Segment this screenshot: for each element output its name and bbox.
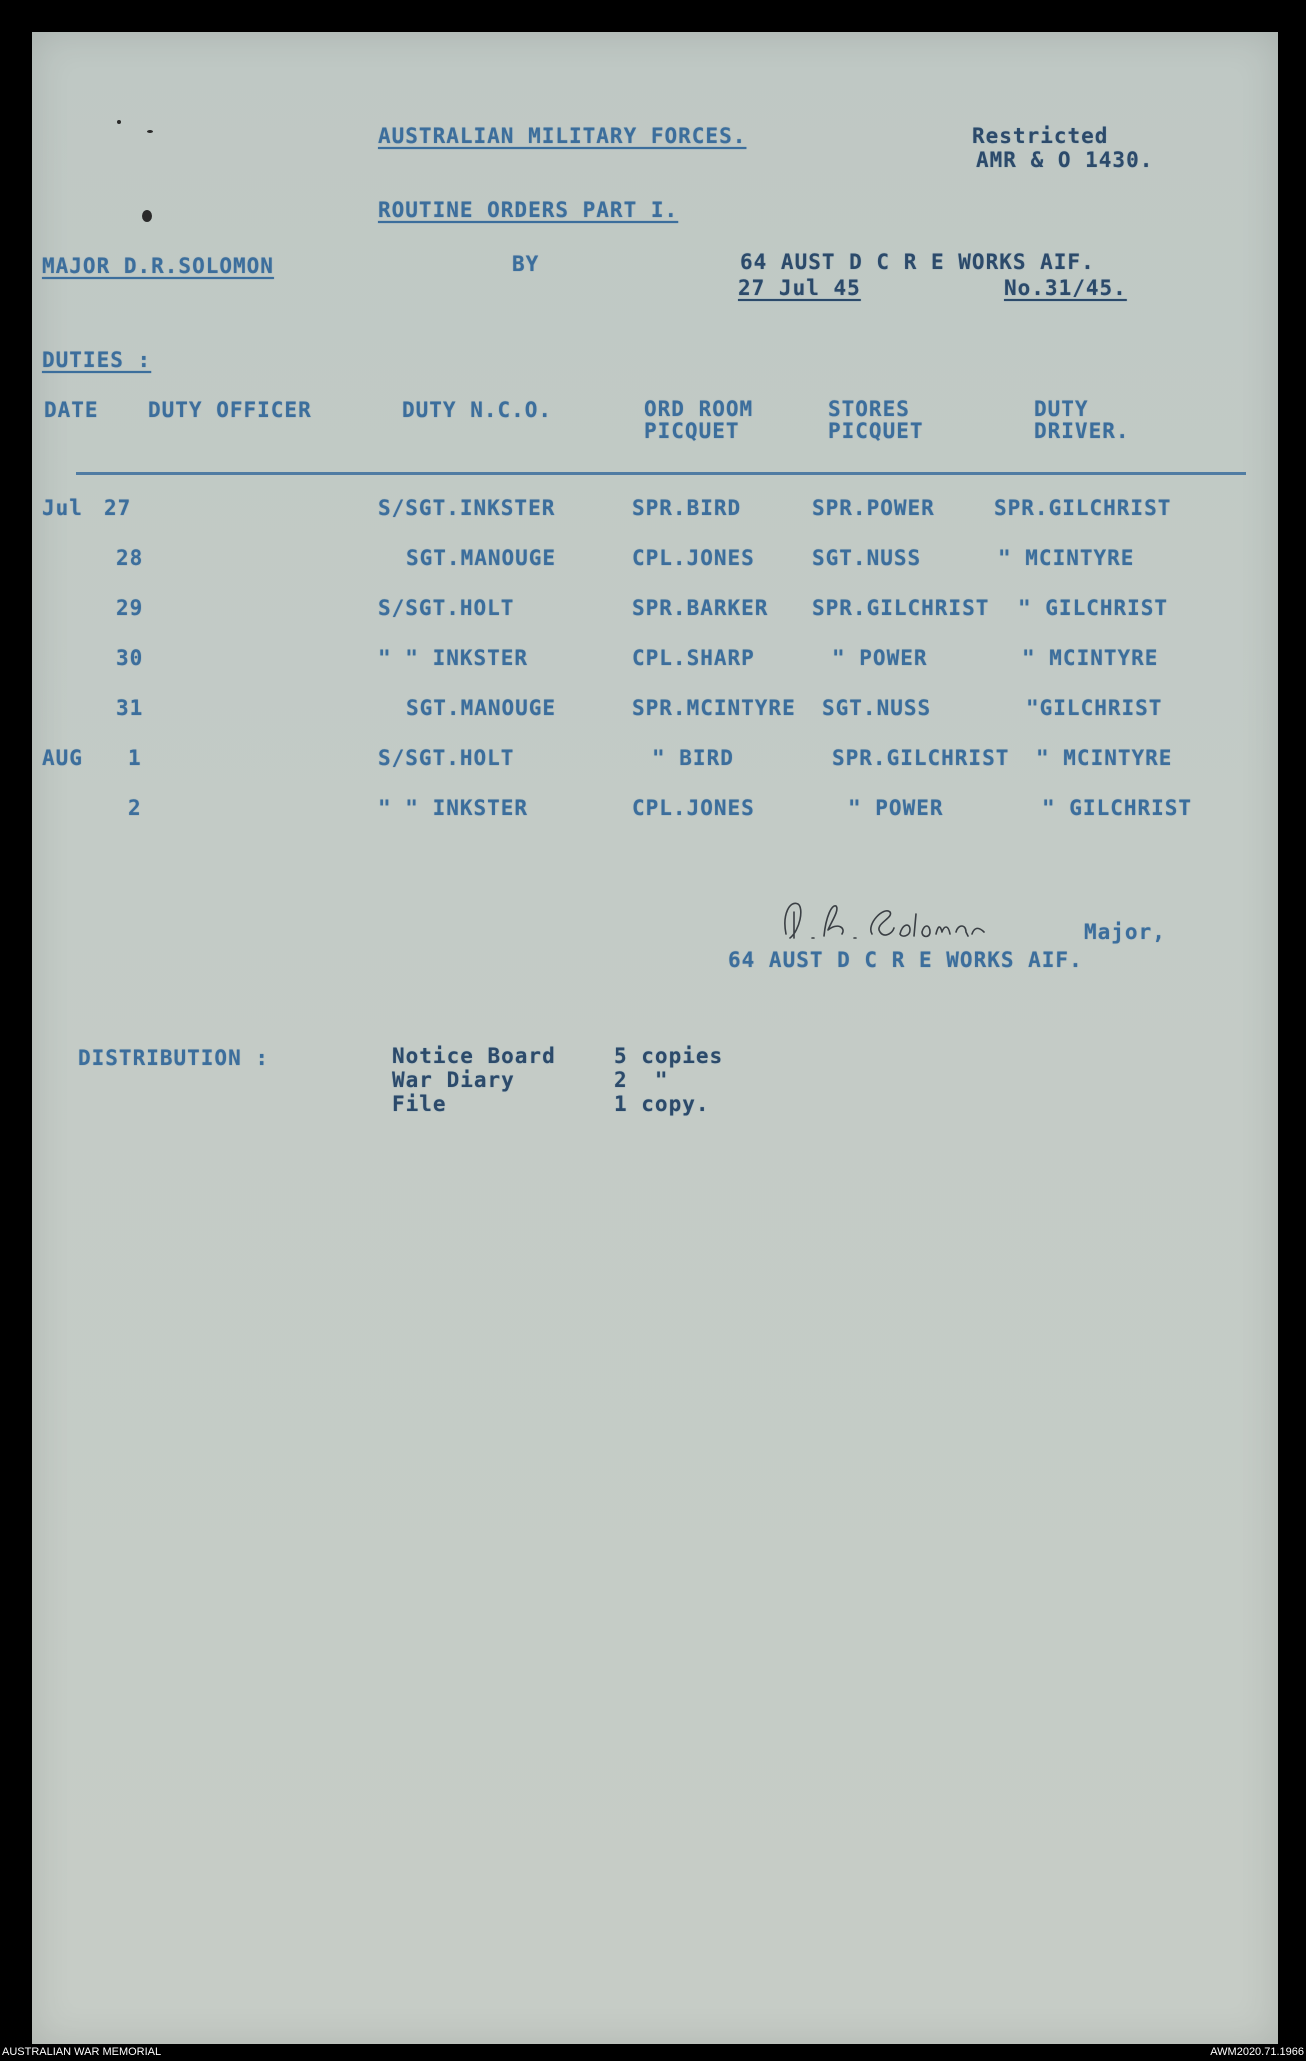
- row-ord-room: SPR.BIRD: [632, 496, 742, 520]
- column-header-driver: DUTY DRIVER.: [1034, 397, 1130, 444]
- row-day: 30: [116, 646, 144, 670]
- row-stores: SGT.NUSS: [822, 696, 932, 720]
- ink-speck: [142, 210, 152, 222]
- row-ord-room: SPR.MCINTYRE: [632, 696, 796, 720]
- row-driver: " GILCHRIST: [1042, 796, 1193, 820]
- row-duty-nco: S/SGT.HOLT: [378, 596, 515, 620]
- row-driver: "GILCHRIST: [1026, 696, 1163, 720]
- row-day: 2: [128, 796, 142, 820]
- row-driver: " MCINTYRE: [1036, 746, 1173, 770]
- column-header-duty-nco: DUTY N.C.O.: [402, 398, 553, 422]
- column-header-ord-room: ORD ROOM PICQUET: [644, 397, 754, 444]
- reference-number: AMR & O 1430.: [976, 148, 1154, 172]
- row-month: AUG: [42, 746, 83, 770]
- row-ord-room: CPL.JONES: [632, 796, 755, 820]
- row-duty-nco: S/SGT.INKSTER: [378, 496, 556, 520]
- row-ord-room: CPL.SHARP: [632, 646, 755, 670]
- ink-speck: [117, 120, 121, 124]
- signature-unit: 64 AUST D C R E WORKS AIF.: [728, 948, 1083, 972]
- duties-heading: DUTIES :: [42, 348, 152, 372]
- row-day: 28: [116, 546, 144, 570]
- row-stores: SPR.GILCHRIST: [812, 596, 990, 620]
- row-day: 29: [116, 596, 144, 620]
- distribution-item-qty: 5 copies: [614, 1044, 724, 1068]
- row-driver: SPR.GILCHRIST: [994, 496, 1172, 520]
- row-month: Jul: [42, 496, 83, 520]
- row-day: 1: [128, 746, 142, 770]
- archive-reference: AWM2020.71.1966: [1210, 2046, 1304, 2058]
- row-driver: " GILCHRIST: [1018, 596, 1169, 620]
- ink-speck: [147, 130, 153, 133]
- distribution-item-qty: 1 copy.: [614, 1092, 710, 1116]
- row-stores: SPR.POWER: [812, 496, 935, 520]
- distribution-label: DISTRIBUTION :: [78, 1046, 270, 1070]
- row-duty-nco: SGT.MANOUGE: [406, 696, 557, 720]
- order-number: No.31/45.: [1004, 276, 1127, 300]
- row-day: 27: [104, 496, 132, 520]
- row-driver: " MCINTYRE: [1022, 646, 1159, 670]
- row-driver: " MCINTYRE: [998, 546, 1135, 570]
- row-stores: SGT.NUSS: [812, 546, 922, 570]
- document-title: ROUTINE ORDERS PART I.: [378, 198, 679, 222]
- archive-footer: [0, 2044, 1306, 2061]
- row-ord-room: SPR.BARKER: [632, 596, 769, 620]
- row-duty-nco: S/SGT.HOLT: [378, 746, 515, 770]
- row-duty-nco: " " INKSTER: [378, 796, 529, 820]
- row-duty-nco: " " INKSTER: [378, 646, 529, 670]
- distribution-item-qty: 2 ": [614, 1068, 669, 1092]
- archive-name: AUSTRALIAN WAR MEMORIAL: [2, 2046, 162, 2058]
- row-stores: SPR.GILCHRIST: [832, 746, 1010, 770]
- row-stores: " POWER: [832, 646, 928, 670]
- distribution-item-name: Notice Board: [392, 1044, 556, 1068]
- distribution-item-name: War Diary: [392, 1068, 515, 1092]
- column-header-date: DATE: [44, 398, 99, 422]
- by-label: BY: [512, 252, 540, 276]
- row-stores: " POWER: [848, 796, 944, 820]
- handwritten-signature: [780, 894, 1000, 950]
- issued-by: MAJOR D.R.SOLOMON: [42, 254, 274, 278]
- row-ord-room: " BIRD: [652, 746, 734, 770]
- unit-name: 64 AUST D C R E WORKS AIF.: [740, 250, 1095, 274]
- column-header-duty-officer: DUTY OFFICER: [148, 398, 312, 422]
- distribution-item-name: File: [392, 1092, 447, 1116]
- column-header-stores: STORES PICQUET: [828, 397, 924, 444]
- classification: Restricted: [972, 124, 1109, 148]
- signature-rank: Major,: [1084, 920, 1166, 944]
- organization-title: AUSTRALIAN MILITARY FORCES.: [378, 124, 747, 148]
- row-ord-room: CPL.JONES: [632, 546, 755, 570]
- row-day: 31: [116, 696, 144, 720]
- header-rule: [76, 472, 1246, 475]
- order-date: 27 Jul 45: [738, 276, 861, 300]
- document-page: [32, 32, 1278, 2044]
- row-duty-nco: SGT.MANOUGE: [406, 546, 557, 570]
